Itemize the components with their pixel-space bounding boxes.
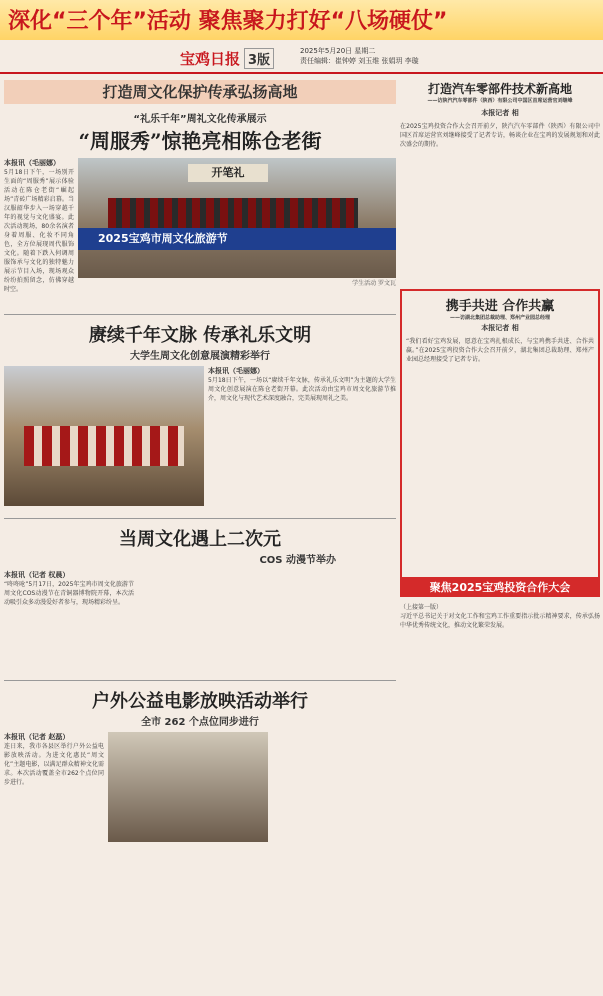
article4-byline: 本报讯（记者 赵磊） (4, 733, 70, 741)
article2-block (4, 366, 396, 514)
article4-photo (108, 732, 268, 842)
right-subtitle: ——访陕汽汽车零部件（陕西）有限公司中国区首席运营官刘继峰 (427, 98, 573, 104)
article1-block (4, 158, 396, 310)
article2-subhead: 大学生周文化创意展演精彩举行 (130, 351, 270, 362)
article3-headline: 当周文化遇上二次元 (119, 529, 281, 550)
top-banner (0, 0, 603, 40)
article4-headline: 户外公益电影放映活动举行 (92, 691, 308, 712)
article2-headline: 赓续千年文脉 传承礼乐文明 (88, 325, 312, 346)
page-number: 3版 (244, 48, 274, 69)
article3-body: “咚咚呛”5月17日，2025年宝鸡市周文化旅游节周文化COS动漫节在青铜器博物院开幕，本次活动吸引众多动漫爱好者参与，现场精彩纷呈。 (4, 581, 134, 606)
article1-photo-caption: 学生活动 罗文瓦 (352, 280, 396, 287)
article1-body: 5月18日下午，一场别开生面的“周服秀”展示体验活动在陈仓老街“崛起场”青砖广场精彩启幕。当汉服韶华步入一场穿越千年的视觉与文化盛宴。此次活动现场，80余名演者身着周服、化妆不同角色，全方位展现周代服饰文化。随着下跌入何调周服饰承与文化的独特魅力展示节目入场，现场观众纷纷拍照留念，仿佛穿越时空。 (4, 169, 74, 293)
photo-banner: 2025宝鸡市周文化旅游节 (78, 228, 396, 250)
bottom-right-body2: 习近平总书记关于对文化工作和宝鸡工作重要指示批示精神要求，传承弘扬中华优秀传统文化，推动文化繁荣发展。 (400, 613, 600, 629)
article1-photo (78, 158, 396, 278)
feature-body: “我们看好宝鸡发展，愿意在宝鸡扎根成长，与宝鸡携手共进、合作共赢。”在2025宝鸡投资合作大会召开前夕，湖北集团总裁助理、郑州产业园总经理接受了记者专访。 (406, 338, 594, 363)
article1-headline: “周服秀”惊艳亮相陈仓老街 (78, 129, 322, 153)
newspaper-logo: 宝鸡日报 (180, 50, 241, 68)
article4-text-col (4, 732, 104, 842)
divider (4, 518, 396, 519)
divider (4, 680, 396, 681)
article4-subhead: 全市 262 个点位同步进行 (141, 717, 259, 728)
masthead-info (300, 46, 419, 66)
article2-byline: 本报讯（毛丽娜） (208, 367, 264, 375)
banner-headline: 深化“三个年”活动 聚焦聚力打好“八场硬仗” (8, 9, 448, 34)
article2-body: 5月18日下午，一场以“赓续千年文脉，传承礼乐文明”为主题的大学生周文化创意展演在陈仓老街开幕。此次活动由宝鸡市周文化旅游节推介，周文化与现代艺术深度融合，完美展现周礼之美。 (208, 377, 396, 402)
right-headline: 打造汽车零部件技术新高地 (427, 82, 572, 96)
article4-body: 连日来，我市各县区举行户外公益电影放映活动。为进文化惠民“周文化”主题电影，以满足群众精神文化需求。本次活动覆盖全市262个点位同步进行。 (4, 743, 104, 786)
article1-media (78, 158, 396, 310)
masthead (0, 40, 603, 74)
article2-photo (4, 366, 204, 506)
feature-subtitle: ——访湖北集团总裁助理、郑州产业园总经理 (449, 315, 550, 321)
article3-byline: 本报讯（记者 权晨） (4, 571, 70, 579)
article3-subhead: COS 动漫节举办 (259, 555, 336, 566)
issue-date: 2025年5月20日 星期二 (300, 47, 376, 55)
divider (4, 314, 396, 315)
dancers-group (24, 426, 184, 466)
article2-text-col (208, 366, 396, 514)
article1-byline: 本报讯（毛丽娜） (4, 159, 60, 167)
article1-text-col (4, 158, 74, 310)
feature-box (400, 289, 600, 579)
right-body: 在2025宝鸡投资合作大会召开前夕，陕汽汽车零部件（陕西）有限公司中国区首席运营官刘继峰接受了记者专访，畅谈企业在宝鸡的发展规划和对此次盛会的期待。 (400, 123, 600, 148)
right-byline: 本报记者 相 (481, 109, 519, 117)
article1-kicker: “礼乐千年”周礼文化传承展示 (133, 114, 267, 125)
photo-sign: 开笔礼 (188, 164, 268, 182)
performers-group (108, 198, 358, 228)
editor-credits: 责任编辑：崔钟婷 刘玉维 张娟玥 李璇 (300, 57, 419, 65)
feature-byline: 本报记者 相 (481, 324, 519, 332)
section-title-left: 打造周文化保护传承弘扬高地 (4, 80, 396, 104)
feature-headline: 携手共进 合作共赢 (445, 299, 555, 314)
article3-block (4, 570, 396, 680)
bottom-right-body1: （上接第一版） (400, 604, 443, 611)
feature-caption: 聚焦2025宝鸡投资合作大会 (400, 579, 600, 597)
left-column (4, 80, 396, 842)
right-column (400, 80, 600, 630)
article4-block (4, 732, 396, 842)
